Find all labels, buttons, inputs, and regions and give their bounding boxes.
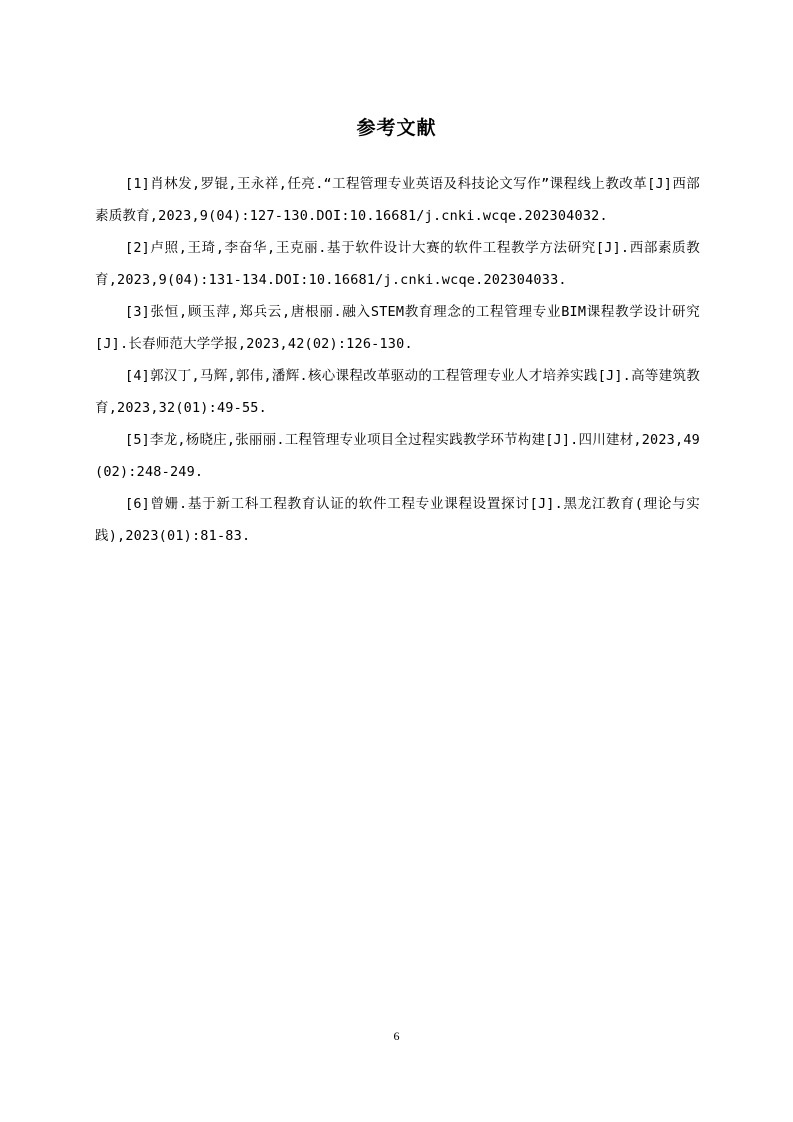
reference-item-2: [2]卢照,王琦,李奋华,王克丽.基于软件设计大赛的软件工程教学方法研究[J].西部素质教育,2023,9(04):131-134.DOI:10.16681/j.cnki.wcqe.202304033. [95, 240, 700, 288]
reference-item-3: [3]张恒,顾玉萍,郑兵云,唐根丽.融入STEM教育理念的工程管理专业BIM课程教学设计研究[J].长春师范大学学报,2023,42(02):126-130. [95, 304, 700, 352]
reference-item-5: [5]李龙,杨晓庄,张丽丽.工程管理专业项目全过程实践教学环节构建[J].四川建材,2023,49(02):248-249. [95, 432, 700, 480]
reference-item-6: [6]曾姗.基于新工科工程教育认证的软件工程专业课程设置探讨[J].黑龙江教育(理论与实践),2023(01):81-83. [95, 496, 700, 544]
references-heading: 参考文献 [356, 117, 437, 139]
reference-item-4: [4]郭汉丁,马辉,郭伟,潘辉.核心课程改革驱动的工程管理专业人才培养实践[J].高等建筑教育,2023,32(01):49-55. [95, 368, 700, 416]
reference-item-1: [1]肖林发,罗锟,王永祥,任亮.“工程管理专业英语及科技论文写作”课程线上教改革[J]西部素质教育,2023,9(04):127-130.DOI:10.16681/j.cnki.wcqe.202304032. [95, 176, 700, 224]
reference-list [95, 168, 700, 552]
page-number: 6 [393, 1029, 400, 1043]
